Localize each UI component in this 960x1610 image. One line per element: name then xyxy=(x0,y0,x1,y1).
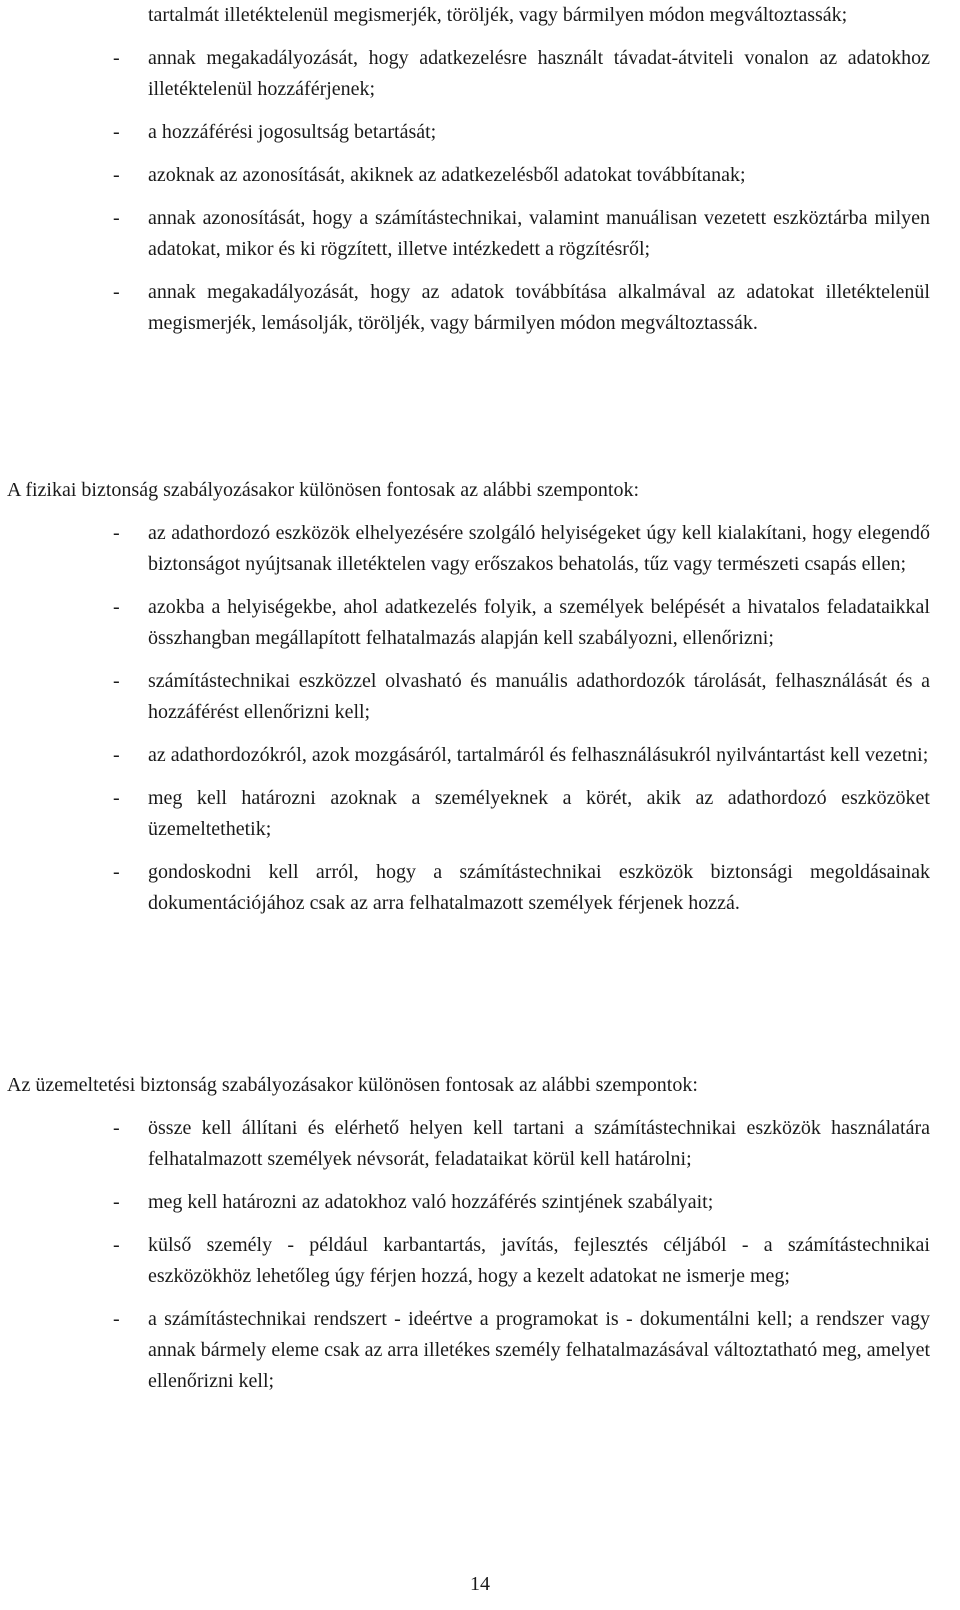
list-item xyxy=(0,277,930,339)
list-item-text: annak megakadályozását, hogy adatkezelésre használt távadat-átviteli vonalon az adatokhoz illetéktelenül hozzáférjenek; xyxy=(148,47,930,100)
list-item-text: az adathordozó eszközök elhelyezésére szolgáló helyiségeket úgy kell kialakítani, hogy elegendő biztonságot nyújtsanak illetéktelen vagy erőszakos behatolás, tűz vagy természeti csapás ellen; xyxy=(148,522,930,575)
section-data-transfer xyxy=(0,0,960,351)
list-dash: - xyxy=(113,1308,120,1330)
list-item-text: azokba a helyiségekbe, ahol adatkezelés folyik, a személyek belépését a hivatalos feladataikkal összhangban megállapított felhatalmazás alapján kell szabályozni, ellenőrizni; xyxy=(148,596,930,649)
list-item xyxy=(0,1304,930,1397)
list-item-text: gondoskodni kell arról, hogy a számítástechnikai eszközök biztonsági megoldásainak dokumentációjához csak az arra felhatalmazott személyek férjenek hozzá. xyxy=(148,861,930,914)
list-item-text: külső személy - például karbantartás, javítás, fejlesztés céljából - a számítástechnikai eszközökhöz lehetőleg úgy férjen hozzá, hogy a kezelt adatokat ne ismerje meg; xyxy=(148,1234,930,1287)
section-operational-security xyxy=(0,1060,960,1409)
list-item xyxy=(0,783,930,845)
list-item xyxy=(0,160,785,191)
list-item-text: számítástechnikai eszközzel olvasható és manuális adathordozók tárolását, felhasználását és a hozzáférést ellenőrizni kell; xyxy=(148,670,930,723)
list-item xyxy=(0,592,930,654)
section-intro: Az üzemeltetési biztonság szabályozásakor különösen fontosak az alábbi szempontok: xyxy=(7,1074,698,1096)
list-item xyxy=(0,740,929,771)
list-item-text: annak megakadályozását, hogy az adatok továbbítása alkalmával az adatokat illetéktelenül megismerjék, lemásolják, töröljék, vagy bármilyen módon megváltoztassák. xyxy=(148,281,930,334)
list-item-text: meg kell határozni azoknak a személyeknek a körét, akik az adathordozó eszközöket üzemeltethetik; xyxy=(148,787,930,840)
list-item-text: az adathordozókról, azok mozgásáról, tartalmáról és felhasználásukról nyilvántartást kell vezetni; xyxy=(148,744,929,766)
list-item-text: annak azonosítását, hogy a számítástechnikai, valamint manuálisan vezetett eszköztárba milyen adatokat, mikor és ki rögzített, illetve intézkedett a rögzítésről; xyxy=(148,207,930,260)
page-number: 14 xyxy=(470,1573,490,1595)
list-dash: - xyxy=(113,1191,120,1213)
list-item-text: a számítástechnikai rendszert - ideértve a programokat is - dokumentálni kell; a rendszer vagy annak bármely eleme csak az arra illetékes személy felhatalmazásával változtatható meg, amelyet ellenőrizni kell; xyxy=(148,1308,930,1392)
list-item xyxy=(0,1187,785,1218)
list-item xyxy=(0,857,930,919)
list-item xyxy=(0,1113,930,1175)
list-item xyxy=(0,666,930,728)
list-item xyxy=(0,518,930,580)
list-dash: - xyxy=(113,1234,120,1256)
list-dash: - xyxy=(113,281,120,303)
list-dash: - xyxy=(113,47,120,69)
list-item xyxy=(0,117,785,148)
list-item xyxy=(0,203,930,265)
list-dash: - xyxy=(113,164,120,186)
list-item xyxy=(0,43,930,105)
list-dash: - xyxy=(113,787,120,809)
list-dash: - xyxy=(113,121,120,143)
list-item-text: azoknak az azonosítását, akiknek az adatkezelésből adatokat továbbítanak; xyxy=(148,164,746,186)
list-item-text: a hozzáférési jogosultság betartását; xyxy=(148,121,437,143)
list-dash: - xyxy=(113,596,120,618)
list-dash: - xyxy=(113,744,120,766)
list-item-text: meg kell határozni az adatokhoz való hozzáférés szintjének szabályait; xyxy=(148,1191,714,1213)
section-physical-security xyxy=(0,465,960,931)
list-item-text: össze kell állítani és elérhető helyen kell tartani a számítástechnikai eszközök használatára felhatalmazott személyek névsorát, feladataikat körül kell határolni; xyxy=(148,1117,930,1170)
list-item xyxy=(0,1230,930,1292)
list-dash: - xyxy=(113,522,120,544)
list-dash: - xyxy=(113,670,120,692)
section-intro: A fizikai biztonság szabályozásakor különösen fontosak az alábbi szempontok: xyxy=(7,479,640,501)
list-dash: - xyxy=(113,1117,120,1139)
list-dash: - xyxy=(113,207,120,229)
paragraph-continuation: tartalmát illetéktelenül megismerjék, töröljék, vagy bármilyen módon megváltoztassák; xyxy=(148,4,848,26)
list-dash: - xyxy=(113,861,120,883)
